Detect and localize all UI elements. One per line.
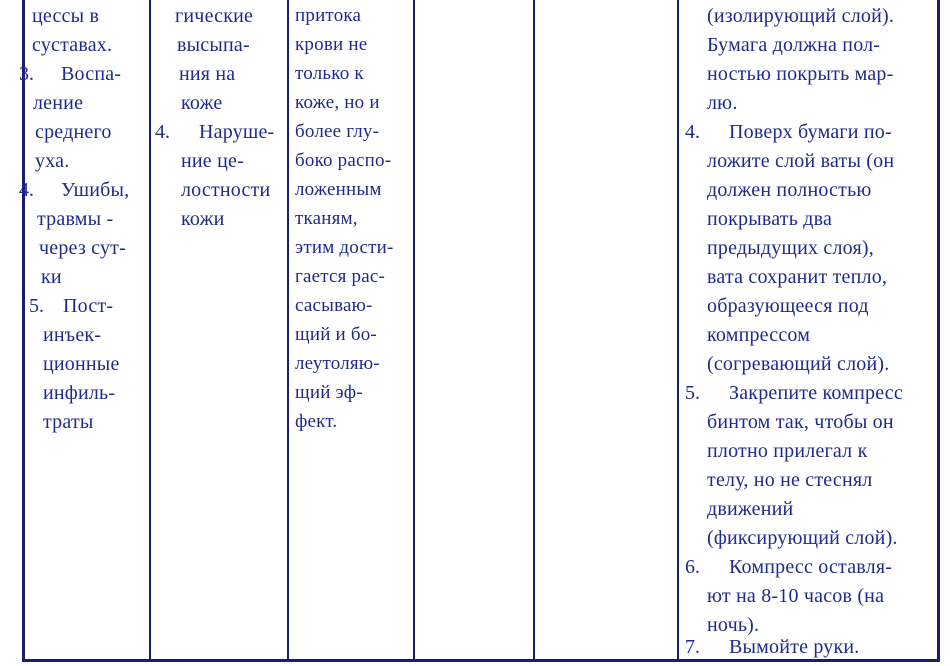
text-line: среднего <box>35 121 112 143</box>
text-line: суставах. <box>32 34 113 56</box>
text-line: Бумага должна пол- <box>707 34 881 56</box>
text-line: ционные <box>43 353 120 375</box>
text-line: Компресс оставля- <box>729 556 893 578</box>
list-number: 5. <box>29 295 44 317</box>
text-line: ние це- <box>181 150 244 172</box>
text-line: лостности <box>181 179 271 201</box>
column-effect <box>287 0 413 659</box>
text-line: инфиль- <box>43 382 116 404</box>
text-line: (изолирующий слой). <box>707 5 895 27</box>
text-line: леутоляю- <box>295 353 380 374</box>
text-line: (фиксирующий слой). <box>707 527 898 549</box>
text-line: ление <box>33 92 84 114</box>
text-line: ют на 8-10 часов (на <box>707 585 885 607</box>
text-line: ки <box>41 266 62 288</box>
text-line: движений <box>707 498 794 520</box>
text-line: щий и бо- <box>295 324 377 345</box>
list-number: 4. <box>685 121 700 143</box>
procedure-table <box>19 0 940 662</box>
text-line: (согревающий слой). <box>707 353 890 375</box>
column-procedure-steps <box>677 0 940 659</box>
list-number: 6. <box>685 556 700 578</box>
text-line: гается рас- <box>295 266 386 287</box>
text-line: высыпа- <box>177 34 250 56</box>
text-line: плотно прилегал к <box>707 440 868 462</box>
text-line: щий эф- <box>295 382 363 403</box>
list-number: 5. <box>685 382 700 404</box>
text-line: Ушибы, <box>61 179 130 201</box>
text-line: более глу- <box>295 121 380 142</box>
list-number: 4. <box>19 179 34 201</box>
text-line: ния на <box>179 63 236 85</box>
text-line: уха. <box>35 150 70 172</box>
text-line: коже <box>181 92 223 114</box>
text-line: траты <box>43 411 94 433</box>
text-line: Пост- <box>63 295 114 317</box>
text-line: цессы в <box>32 5 100 27</box>
text-line: предыдущих слоя), <box>707 237 874 259</box>
list-number: 3. <box>19 63 34 85</box>
text-line: телу, но не стеснял <box>707 469 873 491</box>
text-line: ложенным <box>295 179 382 200</box>
text-line: инъек- <box>43 324 102 346</box>
list-number: 7. <box>685 636 700 658</box>
column-empty-2 <box>533 0 677 659</box>
text-line: компрессом <box>707 324 811 346</box>
text-line: травмы - <box>37 208 114 230</box>
text-line: кожи <box>181 208 225 230</box>
text-line: крови не <box>295 34 368 55</box>
text-line: Наруше- <box>199 121 275 143</box>
text-line: через сут- <box>39 237 126 259</box>
text-line: боко распо- <box>295 150 392 171</box>
text-line: бинтом так, чтобы он <box>707 411 894 433</box>
text-line: этим дости- <box>295 237 394 258</box>
text-line: только к <box>295 63 364 84</box>
text-line: фект. <box>295 411 338 432</box>
text-line: тканям, <box>295 208 358 229</box>
text-line: Поверх бумаги по- <box>729 121 892 143</box>
column-empty-1 <box>413 0 533 659</box>
text-line: Воспа- <box>61 63 122 85</box>
text-line: коже, но и <box>295 92 380 113</box>
text-line: ночь). <box>707 614 760 636</box>
column-indications <box>19 0 149 659</box>
text-line: покрывать два <box>707 208 833 230</box>
text-line: ностью покрыть мар- <box>707 63 894 85</box>
text-line: Вымойте руки. <box>729 636 860 658</box>
text-line: гические <box>175 5 254 27</box>
text-line: лю. <box>707 92 738 114</box>
text-line: сасываю- <box>295 295 373 316</box>
text-line: вата сохранит тепло, <box>707 266 888 288</box>
list-number: 4. <box>155 121 170 143</box>
text-line: ложите слой ваты (он <box>707 150 895 172</box>
text-line: притока <box>295 5 362 26</box>
text-line: Закрепите компресс <box>729 382 903 404</box>
text-line: должен полностью <box>707 179 872 201</box>
column-contraindications <box>149 0 287 659</box>
text-line: образующееся под <box>707 295 869 317</box>
